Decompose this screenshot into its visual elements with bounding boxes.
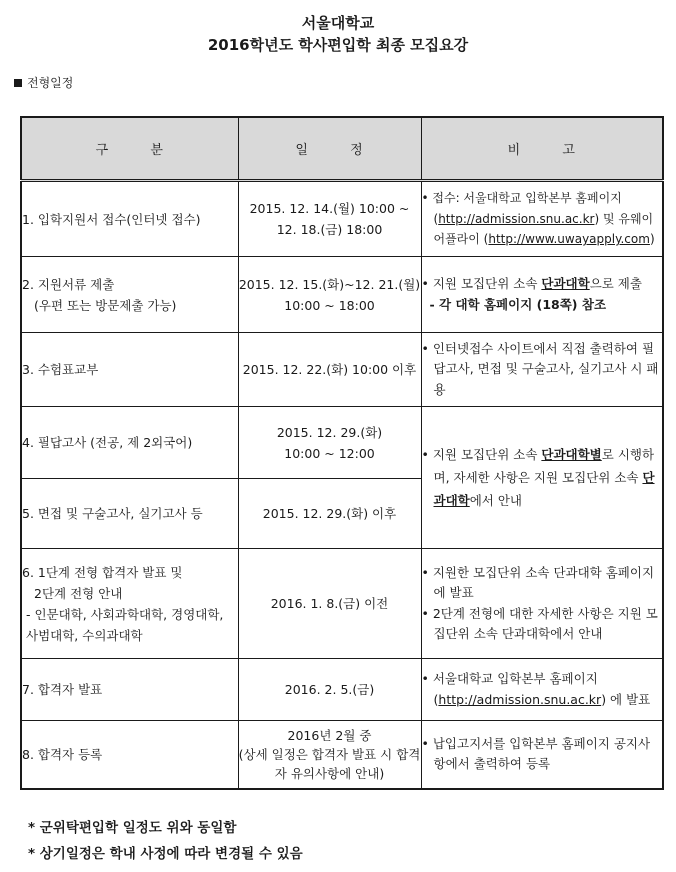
row-item (21, 181, 238, 257)
item-text: 1. 입학지원서 접수(인터넷 접수) (22, 211, 201, 227)
item-text: 7. 합격자 발표 (22, 682, 103, 697)
admission-link[interactable]: http://admission.snu.ac.kr (438, 211, 595, 226)
row-item (21, 479, 238, 549)
footnote: * 상기일정은 학내 사정에 따라 변경될 수 있음 (28, 846, 303, 862)
section-heading (14, 74, 73, 91)
row-note (421, 721, 663, 789)
item-text: 8. 합격자 등록 (22, 746, 103, 762)
table-row (21, 333, 663, 407)
note-emphasis: 단과대학 (433, 470, 655, 508)
university-name: 서울대학교 (301, 14, 375, 32)
note-text: • 서울대학교 입학본부 홈페이지 ( (421, 671, 598, 707)
note-text: 로 시행하며, 자세한 사항은 지원 모집단위 소속 (433, 447, 655, 485)
square-bullet-icon (14, 79, 22, 87)
table-row (21, 407, 663, 479)
row-schedule (238, 257, 421, 333)
schedule-text: 2015. 12. 22.(화) 10:00 이후 (242, 362, 417, 377)
row-schedule (238, 721, 421, 789)
note-text: ) 및 유웨이어플라이 ( (433, 211, 654, 247)
row-note (421, 181, 663, 257)
row-item (21, 659, 238, 721)
row-item (21, 333, 238, 407)
note-text: 으로 제출 (589, 276, 642, 291)
row-item (21, 257, 238, 333)
uwayapply-link[interactable]: http://www.uwayapply.com (488, 232, 650, 247)
row-item (21, 721, 238, 789)
note-text: ) 에 발표 (601, 691, 651, 707)
note-reference: - 각 대학 홈페이지 (18쪽) 참조 (429, 296, 607, 312)
row-note-merged (421, 407, 663, 549)
schedule-text: 2015. 12. 29.(화) (276, 424, 383, 440)
schedule-text: 2016년 2월 중 (287, 727, 372, 743)
row-schedule (238, 181, 421, 257)
note-emphasis: 단과대학별 (541, 447, 602, 462)
note-text: • 지원 모집단위 소속 (421, 447, 542, 462)
schedule-text: 2016. 2. 5.(금) (284, 682, 375, 697)
header-remarks: 비 고 (421, 117, 663, 181)
table-row (21, 549, 663, 659)
item-subtext: - 인문대학, 사회과학대학, 경영대학, 사범대학, 수의과대학 (26, 606, 224, 643)
footnote: * 군위탁편입학 일정도 위와 동일함 (28, 820, 237, 836)
row-note (421, 549, 663, 659)
schedule-table (20, 116, 664, 790)
note-text: • 2단계 전형에 대한 자세한 사항은 지원 모집단위 소속 단과대학에서 안내 (421, 605, 658, 641)
schedule-text: 2015. 12. 29.(화) 이후 (262, 506, 397, 521)
note-text: 에서 안내 (469, 493, 523, 508)
row-schedule (238, 333, 421, 407)
row-item (21, 407, 238, 479)
row-schedule (238, 659, 421, 721)
document-title: 2016학년도 학사편입학 최종 모집요강 (207, 36, 469, 54)
schedule-text: (상세 일정은 합격자 발표 시 합격자 유의사항에 안내) (238, 746, 421, 781)
row-schedule (238, 549, 421, 659)
header-category: 구 분 (21, 117, 238, 181)
schedule-text: 12. 18.(금) 18:00 (276, 222, 383, 237)
schedule-text: 2015. 12. 14.(월) 10:00 ~ (249, 201, 410, 216)
section-label: 전형일정 (27, 76, 74, 90)
item-text: 4. 필답고사 (전공, 제 2외국어) (22, 435, 193, 450)
admission-link[interactable]: http://admission.snu.ac.kr (438, 691, 602, 707)
schedule-text: 10:00 ~ 12:00 (284, 445, 375, 461)
row-schedule (238, 479, 421, 549)
note-text: ) (649, 232, 655, 247)
row-note (421, 257, 663, 333)
note-text: • 접수: 서울대학교 입학본부 홈페이지 ( (421, 191, 622, 226)
note-text: • 지원 모집단위 소속 (421, 276, 542, 291)
note-emphasis: 단과대학 (541, 276, 590, 291)
table-row (21, 181, 663, 257)
table-row (21, 721, 663, 789)
schedule-text: 10:00 ~ 18:00 (284, 297, 375, 313)
item-text: 2. 지원서류 제출 (22, 276, 115, 292)
row-schedule (238, 407, 421, 479)
schedule-text: 2016. 1. 8.(금) 이전 (270, 596, 389, 611)
header-schedule: 일 정 (238, 117, 421, 181)
schedule-text: 2015. 12. 15.(화)~12. 21.(월) (238, 276, 421, 292)
item-text: 5. 면접 및 구술고사, 실기고사 등 (22, 506, 203, 521)
row-note (421, 333, 663, 407)
row-item (21, 549, 238, 659)
table-header-row (21, 117, 663, 181)
note-text: • 지원한 모집단위 소속 단과대학 홈페이지에 발표 (421, 564, 655, 600)
table-row (21, 257, 663, 333)
item-subtext: (우편 또는 방문제출 가능) (34, 297, 177, 313)
item-text: 3. 수험표교부 (22, 362, 99, 377)
note-text: • 납입고지서를 입학본부 홈페이지 공지사항에서 출력하여 등록 (421, 735, 651, 772)
row-note (421, 659, 663, 721)
item-subtext: 2단계 전형 안내 (34, 585, 123, 601)
note-text: • 인터넷접수 사이트에서 직접 출력하여 필답고사, 면접 및 구술고사, 실기고사 시 패용 (421, 340, 659, 397)
item-text: 6. 1단계 전형 합격자 발표 및 (22, 564, 183, 580)
table-row (21, 659, 663, 721)
